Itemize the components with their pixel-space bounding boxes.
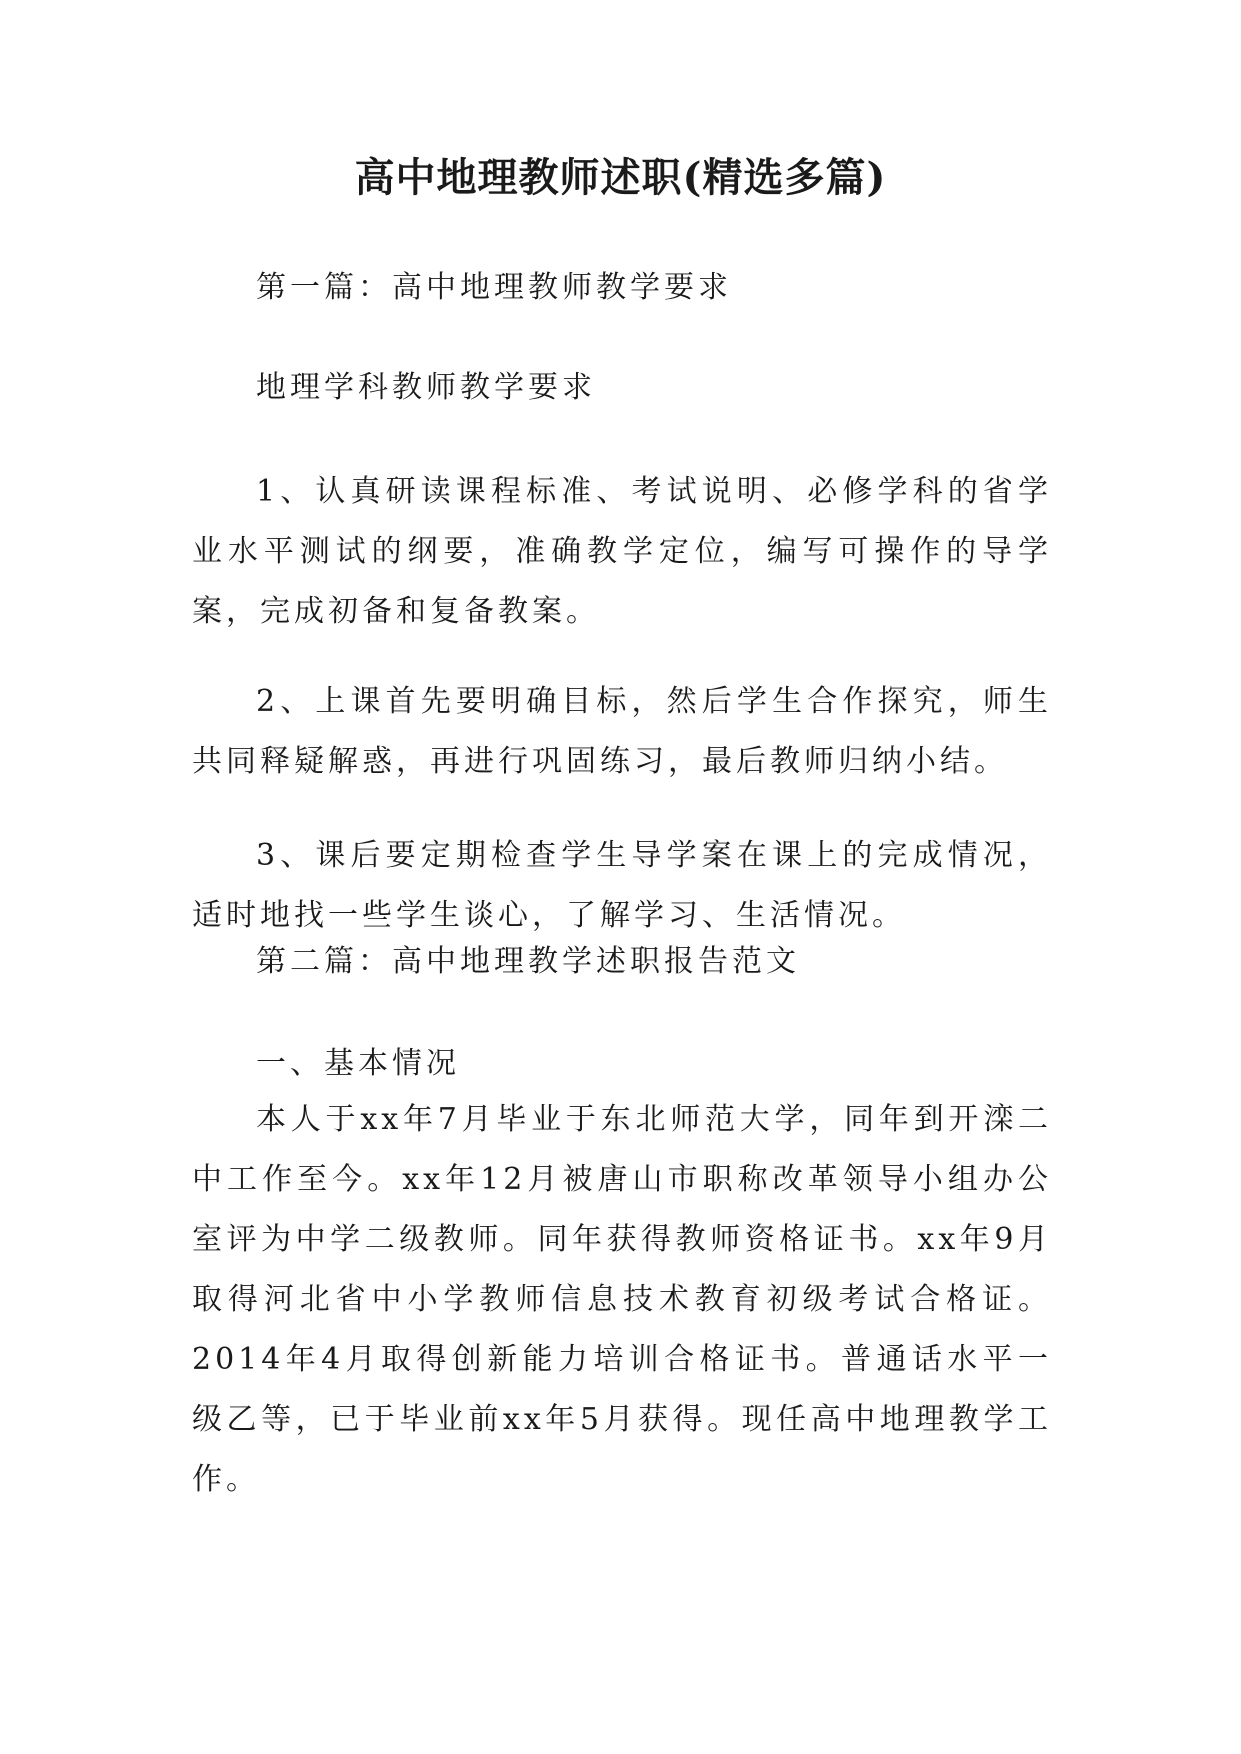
paragraph-basic-info: 本人于xx年7月毕业于东北师范大学，同年到开滦二中工作至今。xx年12月被唐山市职称改革领导小组办公室评为中学二级教师。同年获得教师资格证书。xx年9月取得河北省中小学教师信息技术教育初级考试合格证。2014年4月取得创新能力培训合格证书。普通话水平一级乙等，已于毕业前xx年5月获得。现任高中地理教学工作。 [192,1102,1052,1497]
subheading: 地理学科教师教学要求 [256,370,596,405]
section-heading-2: 第二篇：高中地理教学述职报告范文 [256,944,800,979]
paragraph-item-2: 2、上课首先要明确目标，然后学生合作探究，师生共同释疑解惑，再进行巩固练习，最后教师归纳小结。 [192,684,1052,779]
paragraph-item-1: 1、认真研读课程标准、考试说明、必修学科的省学业水平测试的纲要，准确教学定位，编写可操作的导学案，完成初备和复备教案。 [192,474,1052,629]
paragraph-item-3: 3、课后要定期检查学生导学案在课上的完成情况，适时地找一些学生谈心，了解学习、生活情况。 [192,838,1052,933]
section-heading-1: 第一篇：高中地理教师教学要求 [256,270,732,305]
subsection-heading: 一、基本情况 [256,1046,460,1081]
document-title: 高中地理教师述职(精选多篇) [354,154,887,201]
